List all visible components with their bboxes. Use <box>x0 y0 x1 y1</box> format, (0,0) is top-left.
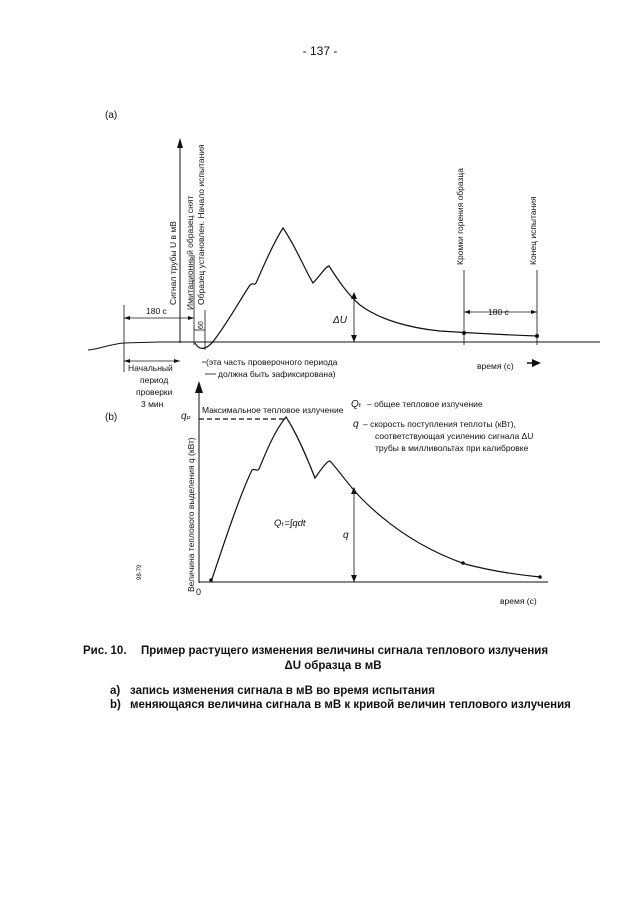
legend-q-line-2: соответствующая усилению сигнала ΔU <box>375 431 534 441</box>
panel-a-label: (a) <box>105 110 118 121</box>
note-a <box>110 684 580 698</box>
panel-b-zero: 0 <box>196 587 202 597</box>
panel-b-curve <box>211 417 540 582</box>
delta-u-arrow-bottom <box>351 335 357 342</box>
note-a-label: a) <box>110 685 121 697</box>
figure-notes <box>110 684 580 712</box>
initial-period-2: период <box>140 375 169 385</box>
panel-a-time-label: время (с) <box>477 361 514 371</box>
caption-line-2: ΔU образца в мВ <box>284 660 382 672</box>
initial-period-4: 3 мин <box>141 399 164 409</box>
initial-period-3: проверки <box>136 387 173 397</box>
caption-line-1: Пример растущего изменения величины сигнала теплового излучения <box>141 645 549 657</box>
note-a-text: запись изменения сигнала в мВ во время испытания <box>130 685 435 697</box>
interval-after: 180 с <box>488 307 509 317</box>
arrow-dim-r <box>188 316 194 320</box>
interval-before: 180 с <box>146 306 167 316</box>
legend-q-line-1: – скорость поступления теплоты (кВт), <box>363 419 516 429</box>
event-ignition-label: Кромки горения образца <box>455 167 465 265</box>
note-line-2: должна быть зафиксирована) <box>218 369 336 379</box>
arrow-dim2-r <box>531 310 537 314</box>
note-b <box>110 698 580 712</box>
panel-b-qp: qₚ <box>181 411 191 422</box>
initial-period-1: Начальный <box>128 363 173 373</box>
panel-b-mid-point <box>461 561 465 565</box>
arrow-init-r <box>174 359 180 363</box>
point-end <box>535 334 539 338</box>
note-b-text: меняющаяся величина сигнала в мВ к кривой величин теплового излучения <box>130 699 571 711</box>
panel-b-label: (b) <box>105 412 118 423</box>
legend-qt-text: – общее тепловое излучение <box>367 399 483 409</box>
legend-q-line-3: трубы в милливольтах при калибровке <box>375 443 529 453</box>
caption-number: Рис. 10. <box>83 645 127 657</box>
panel-a-curve <box>195 228 537 348</box>
panel-a-y-arrow <box>177 138 183 148</box>
panel-b-end-point <box>538 575 542 579</box>
legend-q-symbol: q <box>353 419 359 430</box>
interval-small: 60 <box>198 321 205 329</box>
panel-b-y-arrow <box>195 381 203 393</box>
arrow-dim-l <box>124 316 130 320</box>
panel-b-start-point <box>209 578 213 582</box>
page-number: - 137 - <box>302 44 338 58</box>
note-b-label: b) <box>110 699 121 711</box>
panel-b-y-label: Величина теплового выделения q (кВт) <box>186 437 196 592</box>
note-line-1: (эта часть проверочного периода <box>206 357 338 367</box>
q-marker: q <box>343 530 349 541</box>
event-installed-label: Образец установлен. Начало испытания <box>196 144 206 305</box>
delta-u-label: ΔU <box>333 315 347 326</box>
event-end-label: Конец испытания <box>528 196 538 265</box>
event-removed-label: Имитационный образец снят <box>185 195 195 310</box>
arrow-dim2-l <box>464 310 470 314</box>
panel-a-baseline <box>88 342 600 350</box>
panel-a-y-label: Сигнал трубы U в мВ <box>168 221 178 305</box>
panel-b-side-code: 98-79 <box>137 564 143 580</box>
integral-label: Qₜ=∫qdt <box>274 518 306 529</box>
point-ignition <box>462 331 466 335</box>
q-arrow-bottom <box>351 575 357 582</box>
panel-b-max-label: Максимальное тепловое излучение <box>202 405 344 415</box>
panel-b-time-label: время (с) <box>500 596 537 606</box>
legend-qt-symbol: Qₜ <box>351 399 362 410</box>
delta-u-arrow-top <box>351 292 357 299</box>
